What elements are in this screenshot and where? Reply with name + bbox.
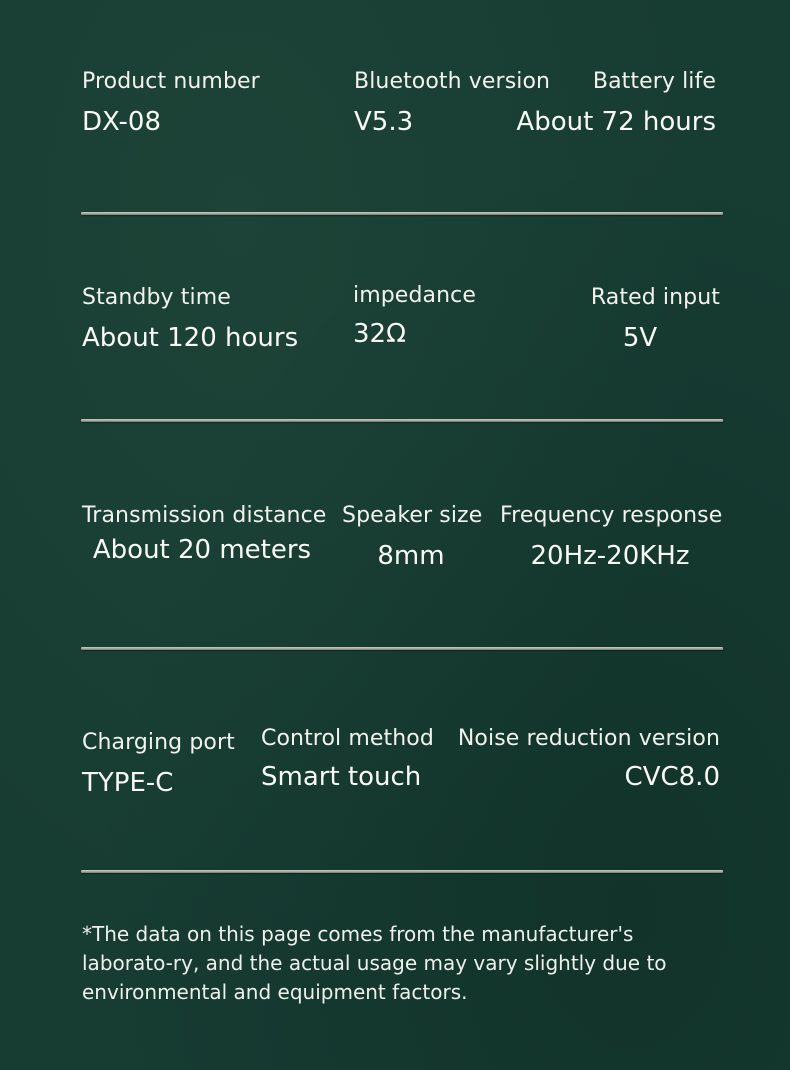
divider	[81, 419, 723, 422]
footnote: *The data on this page comes from the manufacturer's laborato-ry, and the actual usage may vary slightly due to environmental and equipment factors.	[82, 922, 667, 1004]
divider	[81, 212, 723, 215]
spec-label: Battery life	[592, 69, 716, 94]
spec-label: Rated input	[590, 285, 720, 310]
spec-noise-reduction	[458, 725, 720, 793]
spec-transmission-distance	[82, 502, 327, 566]
spec-value: 32Ω	[353, 319, 406, 349]
spec-value: 5V	[622, 323, 658, 353]
spec-label: Speaker size	[342, 503, 483, 528]
spec-label: impedance	[353, 283, 476, 308]
spec-charging-port	[82, 729, 235, 799]
spec-control-method	[261, 725, 434, 793]
spec-label: Control method	[261, 726, 434, 751]
spec-value: V5.3	[354, 107, 414, 137]
spec-value: TYPE-C	[82, 768, 174, 798]
spec-standby-time	[82, 284, 298, 354]
spec-value: CVC8.0	[624, 762, 720, 792]
spec-speaker-size	[342, 502, 483, 572]
spec-value: 20Hz-20KHz	[530, 541, 690, 571]
spec-value: Smart touch	[261, 762, 422, 792]
spec-impedance	[353, 282, 476, 350]
spec-frequency-response	[500, 502, 723, 572]
spec-label: Frequency response	[500, 503, 723, 528]
spec-label: Product number	[82, 69, 260, 94]
spec-label: Transmission distance	[82, 503, 327, 528]
spec-label: Standby time	[82, 285, 231, 310]
spec-rated-input	[560, 284, 720, 354]
spec-value: About 120 hours	[82, 323, 299, 353]
spec-label: Bluetooth version	[354, 69, 551, 94]
spec-value: About 20 meters	[92, 535, 312, 565]
spec-value: 8mm	[377, 541, 445, 571]
divider	[81, 870, 723, 873]
spec-value: About 72 hours	[516, 107, 716, 137]
spec-label: Charging port	[82, 730, 235, 755]
spec-product-number	[82, 68, 260, 138]
spec-value: DX-08	[82, 107, 162, 137]
spec-battery-life	[516, 68, 716, 138]
spec-label: Noise reduction version	[457, 726, 720, 751]
divider	[81, 647, 723, 650]
